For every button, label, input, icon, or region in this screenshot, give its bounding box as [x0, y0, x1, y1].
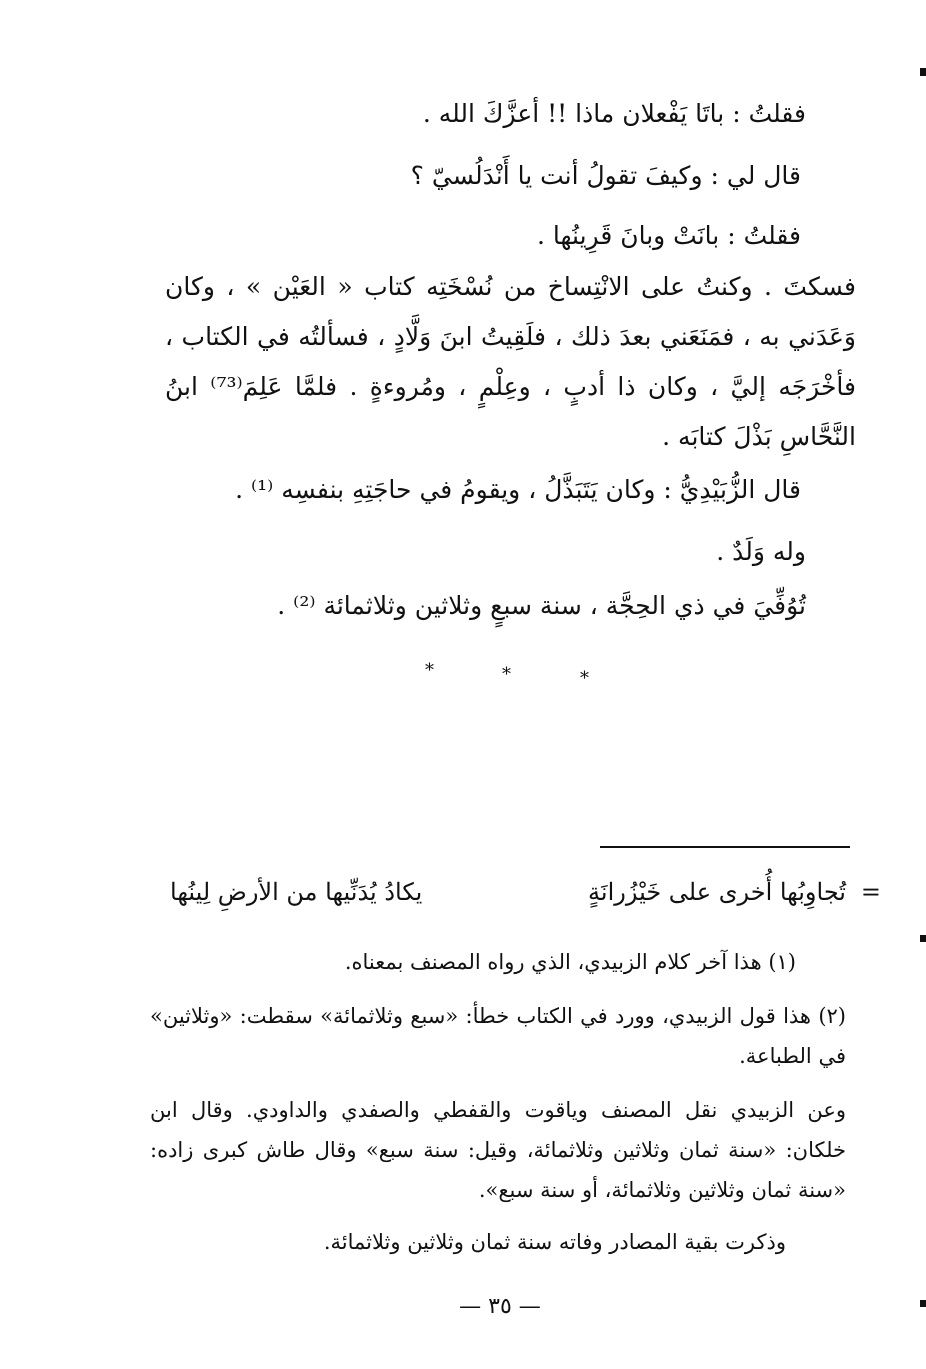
footnote-paragraph-1: وعن الزبيدي نقل المصنف وياقوت والقفطي والصفدي والداودي. وقال ابن خلكان: «سنة ثمان وثلاثين وثلاثمائة، وقيل: سنة سبع» وقال طاش كبرى زاده: «سنة ثمان وثلاثين وثلاثمائة، أو سنة سبع».: [150, 1098, 846, 1202]
scan-mark-top: [920, 68, 926, 76]
separator-star: *: [580, 668, 589, 689]
footnote-2: (٢) هذا قول الزبيدي، وورد في الكتاب خطأ: «سبع وثلاثمائة» سقطت: «وثلاثين» في الطباعة.: [150, 1004, 846, 1068]
body-line-6: تُوُفِّيَ في ذي الحِجَّة ، سنة سبعٍ وثلاثين وثلاثمائة ⁽²⁾ .: [277, 591, 806, 620]
page-number: — ٣٥ —: [459, 1294, 541, 1319]
footnote-rule: [600, 846, 850, 848]
verse-line: [170, 870, 881, 920]
body-line-5: وله وَلَدٌ .: [716, 537, 806, 566]
section-separator: [400, 660, 620, 700]
continuation-marker: =: [860, 878, 881, 906]
footnote-1: (١) هذا آخر كلام الزبيدي، الذي رواه المصنف بمعناه.: [344, 950, 796, 974]
body-line-1: فقلتُ : باتَا يَفْعلان ماذا !! أعزَّكَ الله .: [422, 99, 806, 128]
separator-star: *: [502, 664, 511, 685]
separator-star: *: [425, 660, 434, 681]
scan-mark-middle: [920, 935, 926, 942]
body-line-4: قال الزُّبَيْدِيُّ : وكان يَتَبَذَّلُ ، ويقومُ في حاجَتِهِ بنفسِه ⁽¹⁾ .: [235, 475, 801, 504]
body-line-2: قال لي : وكيفَ تقولُ أنت يا أَنْدَلُسيّ ؟: [410, 161, 801, 190]
footnote-paragraph-2: وذكرت بقية المصادر وفاته سنة ثمان وثلاثين وثلاثمائة.: [323, 1230, 786, 1254]
body-paragraph: فسكتَ . وكنتُ على الانْتِساخ من نُسْخَتِه كتاب « العَيْن » ، وكان وَعَدَني به ، فمَنَعَني بعدَ ذلك ، فلَقِيتُ ابنَ وَلَّادٍ ، فسألتُه في الكتاب ، فأخْرَجَه إليَّ ، وكان ذا أدبٍ ، وعِلْمٍ ، ومُروءةٍ . فلمَّا عَلِمَ⁽⁷³⁾ ابنُ النَّحَّاسِ بَذْلَ كتابَه .: [165, 272, 856, 451]
scan-mark-bottom: [920, 1300, 926, 1307]
verse-second-hemistich: يكادُ يُدَنِّيها من الأرضِ لِينُها: [170, 878, 423, 906]
verse-first-hemistich: تُجاوِبُها أُخرى على خَيْزُرانَةٍ: [588, 878, 846, 906]
body-line-3: فقلتُ : بانَتْ وبانَ قَرِينُها .: [536, 221, 801, 250]
